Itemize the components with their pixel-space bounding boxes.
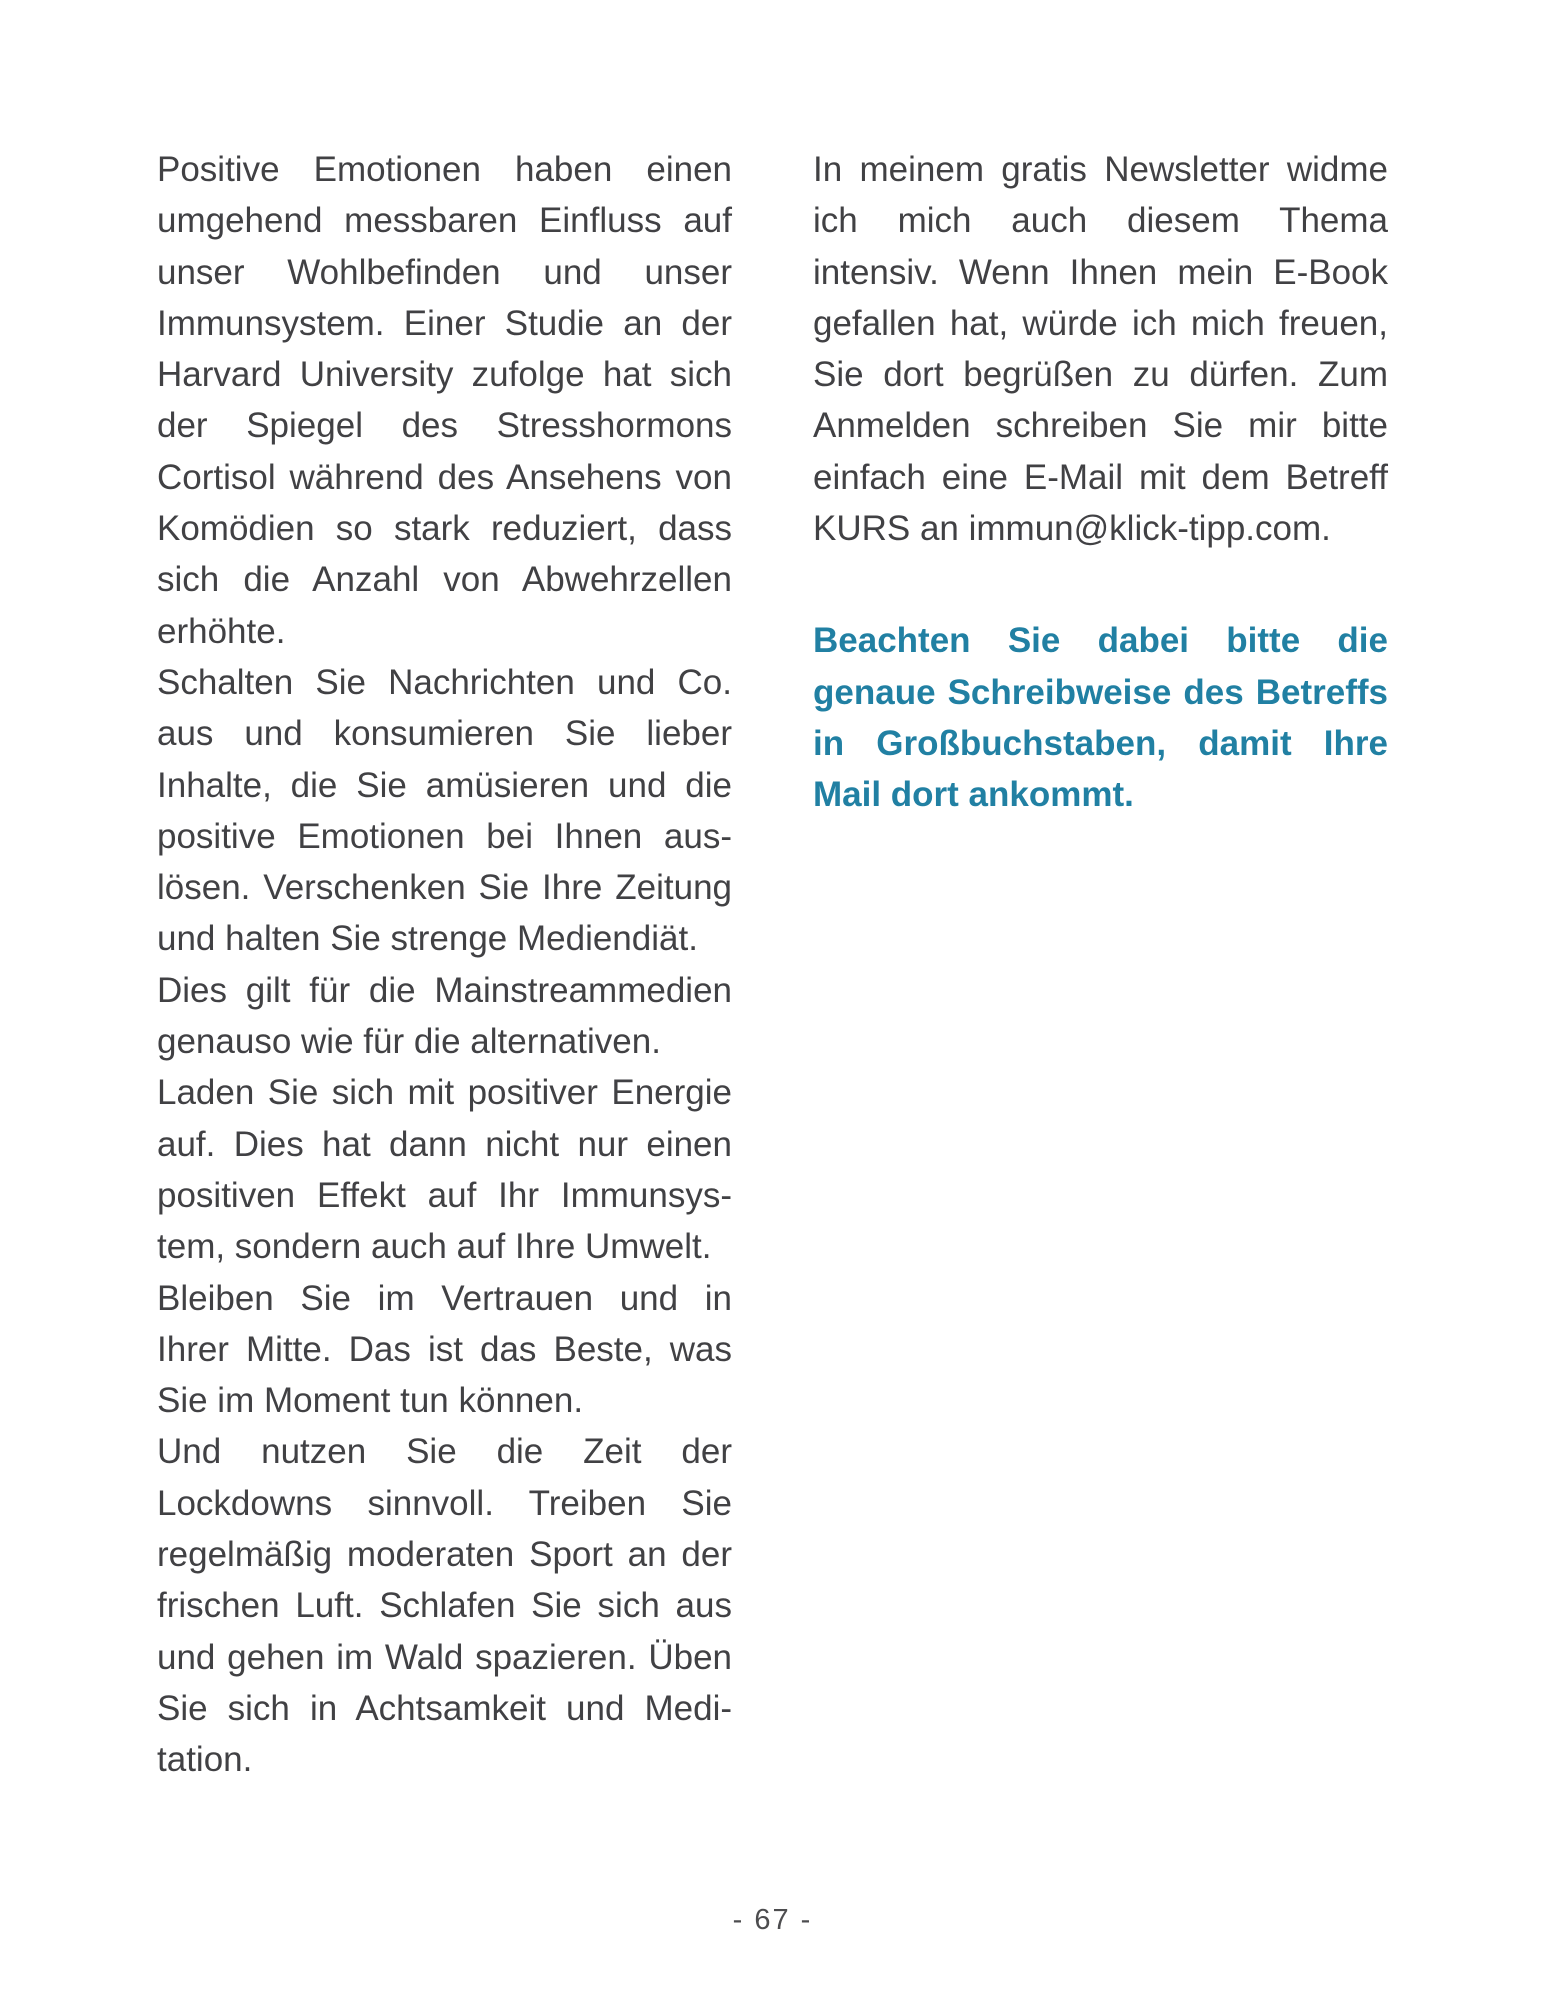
text-line: Bleiben Sie im Vertrauen und in [157,1278,732,1318]
body-paragraph [157,1426,732,1785]
text-line: Schalten Sie Nachrichten und Co. [157,662,732,702]
text-line: Anmelden schreiben Sie mir bitte [813,406,1388,446]
text-line: lösen. Verschenken Sie Ihre Zeitung [157,868,732,908]
text-line: Sie dort begrüßen zu dürfen. Zum [813,355,1388,395]
text-line: Komödien so stark reduziert, dass [157,509,732,549]
text-line: Immunsystem. Einer Studie an der [157,303,732,343]
text-line: Sie sich in Achtsamkeit und Medi- [157,1688,732,1728]
text-line: Positive Emotionen haben einen [157,150,732,189]
text-line: umgehend messbaren Einfluss auf [157,201,732,241]
text-line: In meinem gratis Newsletter widme [813,150,1388,189]
text-line: Ihrer Mitte. Das ist das Beste, was [157,1329,732,1369]
text-line: KURS an immun@klick-tipp.com. [813,509,1331,549]
text-line: erhöhte. [157,611,286,651]
text-line: und gehen im Wald spazieren. Üben [157,1637,732,1677]
text-line: intensiv. Wenn Ihnen mein E-Book [813,252,1388,292]
text-line: ich mich auch diesem Thema [813,201,1388,241]
text-line: Mail dort ankommt. [813,775,1134,815]
text-line: und halten Sie strenge Mediendiät. [157,919,698,959]
text-line: sich die Anzahl von Abwehrzellen [157,560,732,600]
text-line: Harvard University zufolge hat sich [157,355,732,395]
text-line: Und nutzen Sie die Zeit der [157,1432,732,1472]
text-line: Cortisol während des Ansehens von [157,457,732,497]
text-line: auf. Dies hat dann nicht nur einen [157,1124,732,1164]
text-line: positiven Effekt auf Ihr Immunsys- [157,1175,732,1215]
text-column-right [813,144,1388,821]
text-line: positive Emotionen bei Ihnen aus- [157,816,732,856]
body-paragraph [813,144,1388,554]
text-line: gefallen hat, würde ich mich freuen, [813,303,1388,343]
text-line: tation. [157,1740,253,1780]
text-line: Sie im Moment tun können. [157,1381,584,1421]
body-paragraph [157,144,732,657]
text-line: Dies gilt für die Mainstreammedien [157,970,732,1010]
accent-paragraph [813,615,1388,820]
text-line: genauso wie für die alternativen. [157,1022,661,1062]
body-paragraph [157,1067,732,1272]
text-line: Beachten Sie dabei bitte die [813,621,1388,661]
text-line: aus und konsumieren Sie lieber [157,714,732,754]
text-line: Laden Sie sich mit positiver Energie [157,1073,732,1113]
text-line: frischen Luft. Schlafen Sie sich aus [157,1586,732,1626]
body-paragraph [157,657,732,965]
text-column-left [157,144,732,1786]
body-paragraph [157,1273,732,1427]
text-line: regelmäßig moderaten Sport an der [157,1535,732,1575]
text-line: tem, sondern auch auf Ihre Umwelt. [157,1227,712,1267]
text-line: genaue Schreibweise des Betreffs [813,672,1388,712]
text-line: unser Wohlbefinden und unser [157,252,732,292]
page-number: - 67 - [732,1904,813,1936]
body-paragraph [157,965,732,1068]
text-line: in Großbuchstaben, damit Ihre [813,723,1388,763]
text-line: Inhalte, die Sie amüsieren und die [157,765,732,805]
text-line: Lockdowns sinnvoll. Treiben Sie [157,1483,732,1523]
text-line: der Spiegel des Stresshormons [157,406,732,446]
text-line: einfach eine E-Mail mit dem Betreff [813,457,1388,497]
